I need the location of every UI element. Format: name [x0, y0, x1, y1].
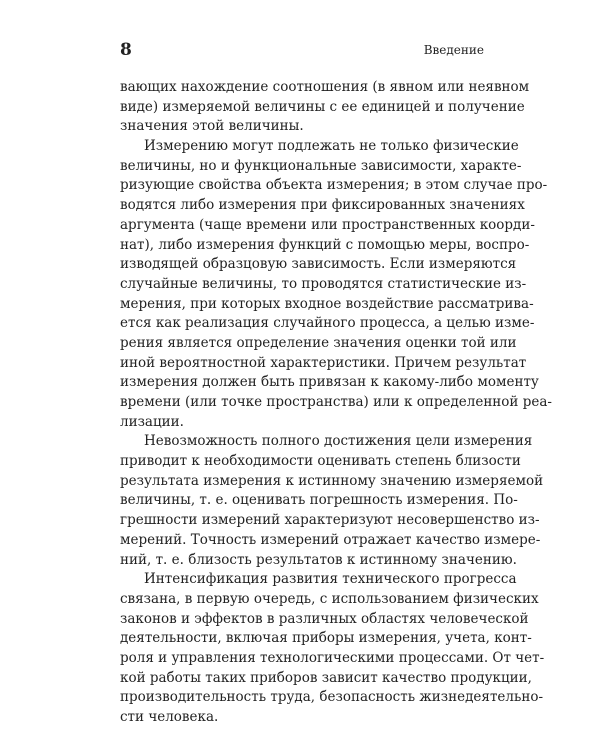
- text-line: лизации.: [120, 413, 184, 430]
- text-line: времени (или точке пространства) или к определенной реа-: [120, 394, 552, 410]
- text-line: приводит к необходимости оценивать степень близости: [120, 453, 521, 470]
- text-line: величины, но и функциональные зависимости, характе-: [120, 157, 522, 174]
- text-line: нат), либо измерения функций с помощью меры, воспро-: [120, 236, 530, 253]
- text-line: роля и управления технологическими процессами. От чет-: [120, 649, 545, 666]
- text-line: аргумента (чаще времени или пространственных коорди-: [120, 216, 535, 233]
- page-number: 8: [120, 40, 132, 60]
- text-line: ется как реализация случайного процесса, а целью изме-: [120, 315, 535, 332]
- text-line: связана, в первую очередь, с использованием физических: [120, 590, 539, 607]
- text-line: величины, т. е. оценивать погрешность измерения. По-: [120, 492, 518, 509]
- text-line: рения является определение значения оценки той или: [120, 334, 517, 351]
- text-line: деятельности, включая приборы измерения, учета, конт-: [120, 630, 532, 647]
- text-line: кой работы таких приборов зависит качество продукции,: [120, 669, 532, 686]
- text-line: ризующие свойства объекта измерения; в этом случае про-: [120, 177, 548, 194]
- text-line: значения этой величины.: [120, 118, 304, 135]
- text-line: мерений. Точность измерений отражает качество измере-: [120, 531, 541, 548]
- text-line: измерения должен быть привязан к какому-либо моменту: [120, 374, 539, 391]
- text-line: водятся либо измерения при фиксированных значениях: [120, 197, 525, 214]
- text-line: Интенсификация развития технического прогресса: [144, 571, 517, 588]
- text-line: сти человека.: [120, 709, 219, 725]
- text-line: случайные величины, то проводятся статистические из-: [120, 275, 527, 292]
- body-text: [120, 78, 552, 728]
- section-title: Введение: [423, 43, 484, 57]
- text-line: результата измерения к истинному значению измеряемой: [120, 472, 544, 489]
- text-line: грешности измерений характеризуют несовершенство из-: [120, 512, 540, 529]
- text-line: производительность труда, безопасность жизнедеятельно-: [120, 689, 544, 706]
- text-line: ний, т. е. близость результатов к истинному значению.: [120, 551, 517, 568]
- text-line: мерения, при которых входное воздействие рассматрива-: [120, 295, 534, 312]
- text-line: виде) измеряемой величины с ее единицей и получение: [120, 98, 525, 115]
- text-line: вающих нахождение соотношения (в явном или неявном: [120, 79, 530, 95]
- text-line: иной вероятностной характеристики. Причем результат: [120, 354, 527, 371]
- text-line: Измерению могут подлежать не только физические: [144, 138, 519, 155]
- running-head: [120, 40, 484, 60]
- text-line: изводящей образцовую зависимость. Если измеряются: [120, 256, 517, 273]
- text-line: законов и эффектов в различных областях человеческой: [120, 610, 529, 627]
- text-line: Невозможность полного достижения цели измерения: [144, 433, 533, 450]
